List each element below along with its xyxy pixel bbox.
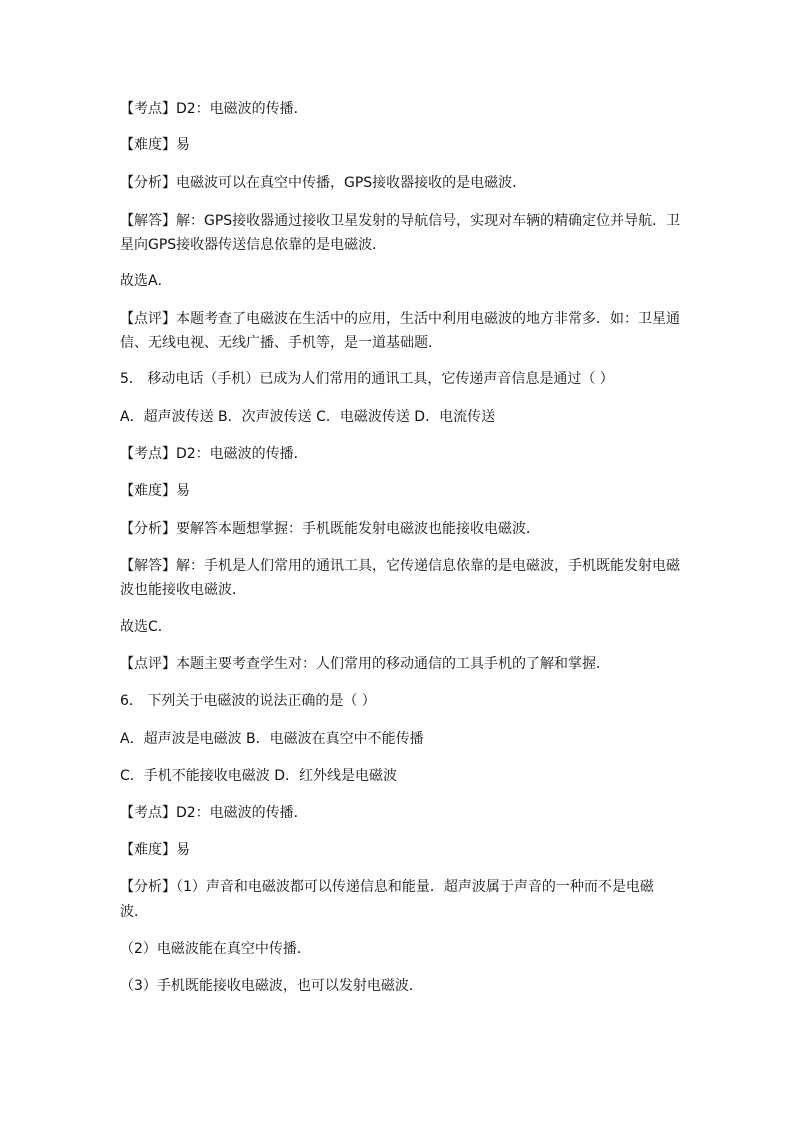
jieda-line-1: 【解答】解：GPS接收器通过接收卫星发射的导航信号，实现对车辆的精确定位并导航．卫 [120,213,681,229]
nandu-line: 【难度】易 [120,137,190,153]
nandu-line: 【难度】易 [120,842,190,858]
answer-line: 故选A． [120,273,172,289]
kaodian-line: 【考点】D2：电磁波的传播． [120,446,308,462]
fenxi-line: 【分析】电磁波可以在真空中传播，GPS接收器接收的是电磁波． [120,175,527,191]
dianping-line: 【点评】本题主要考查学生对：人们常用的移动通信的工具手机的了解和掌握． [120,656,610,672]
nandu-line: 【难度】易 [120,483,190,499]
question-6-options-ab: A．超声波是电磁波 B．电磁波在真空中不能传播 [120,731,424,747]
fenxi-point-3: （3）手机既能接收电磁波，也可以发射电磁波． [120,978,423,994]
question-5: 5． 移动电话（手机）已成为人们常用的通讯工具，它传递声音信息是通过（ ） [120,371,614,387]
kaodian-line: 【考点】D2：电磁波的传播． [120,805,308,821]
jieda-line-2: 星向GPS接收器传送信息依靠的是电磁波． [120,237,387,253]
fenxi-line-2: 波． [120,904,148,920]
fenxi-line: 【分析】要解答本题想掌握：手机既能发射电磁波也能接收电磁波． [120,521,540,537]
fenxi-line-1: 【分析】（1）声音和电磁波都可以传递信息和能量．超声波属于声音的一种而不是电磁 [120,879,654,895]
fenxi-point-2: （2）电磁波能在真空中传播． [120,941,311,957]
dianping-line-2: 信、无线电视、无线广播、手机等，是一道基础题． [120,335,442,351]
question-6: 6． 下列关于电磁波的说法正确的是（ ） [120,693,376,709]
jieda-line-2: 波也能接收电磁波． [120,582,246,598]
question-6-options-cd: C．手机不能接收电磁波 D．红外线是电磁波 [120,768,398,784]
kaodian-line: 【考点】D2：电磁波的传播． [120,101,308,117]
jieda-line-1: 【解答】解：手机是人们常用的通讯工具，它传递信息依靠的是电磁波，手机既能发射电磁 [120,558,680,574]
answer-line: 故选C． [120,619,172,635]
question-5-options: A．超声波传送 B．次声波传送 C．电磁波传送 D．电流传送 [120,409,496,425]
dianping-line-1: 【点评】本题考查了电磁波在生活中的应用，生活中利用电磁波的地方非常多．如：卫星通 [120,311,680,327]
